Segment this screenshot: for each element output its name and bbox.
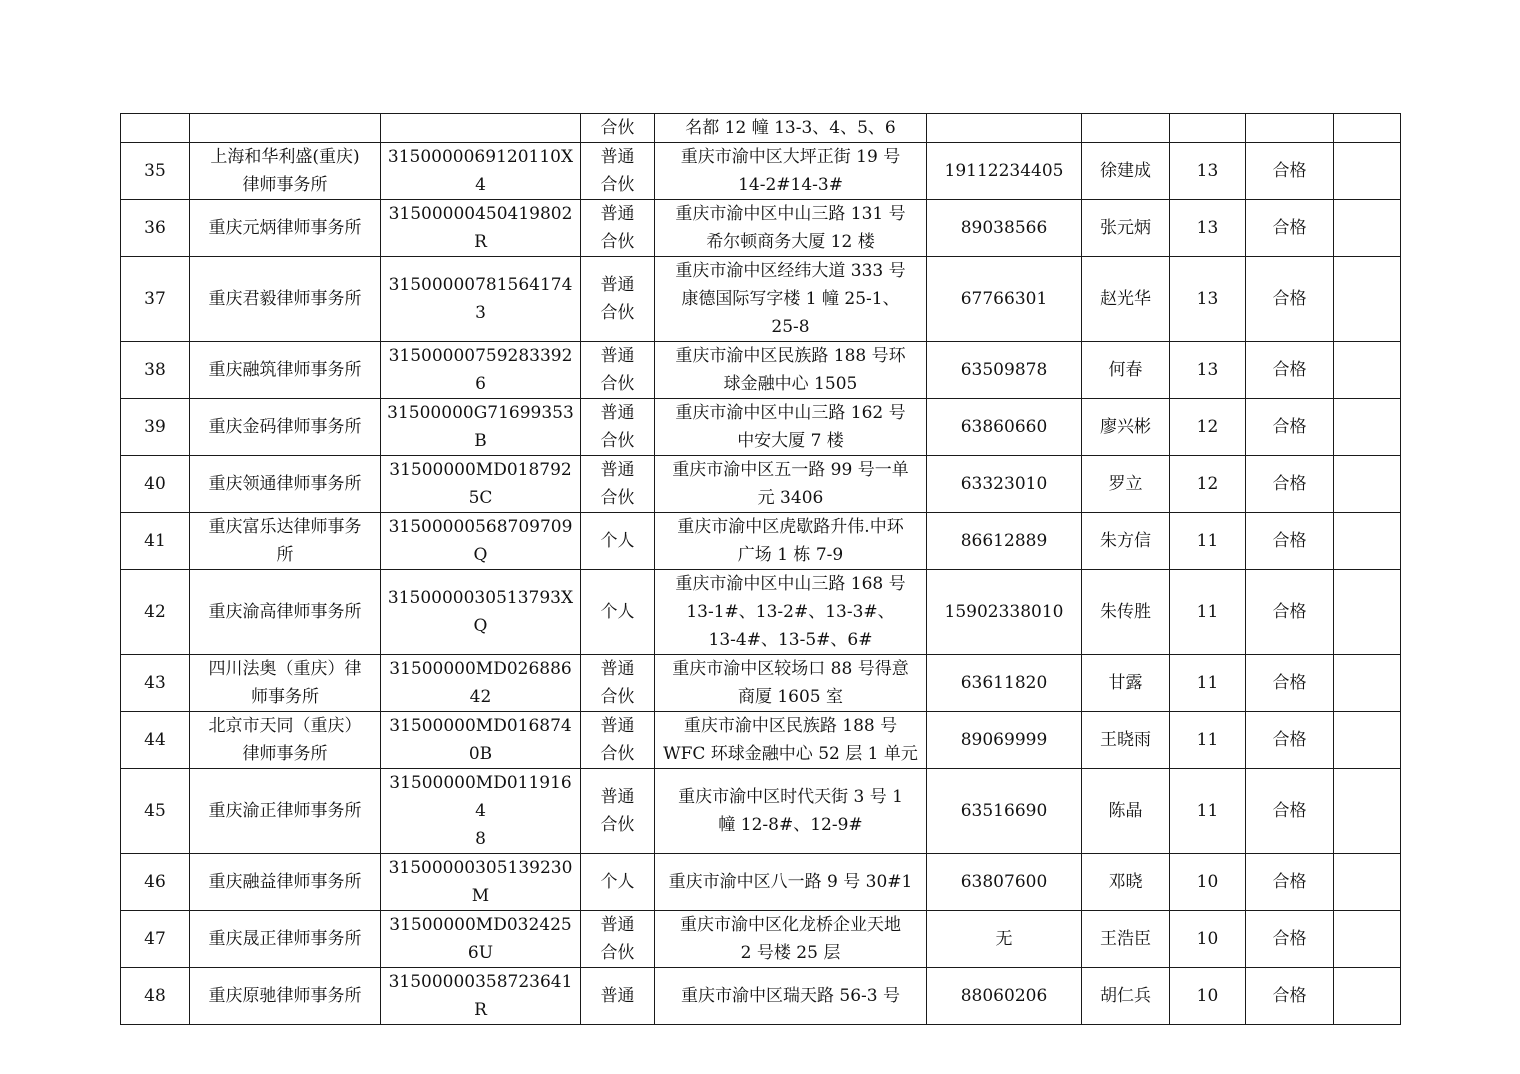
cell-credit-code: 31500000358723641R <box>381 968 581 1025</box>
cell-director: 胡仁兵 <box>1082 968 1170 1025</box>
cell-firm-name: 上海和华利盛(重庆) 律师事务所 <box>190 143 381 200</box>
cell-director: 张元炳 <box>1082 200 1170 257</box>
cell-remark <box>1334 342 1401 399</box>
cell-credit-code: 31500000568709709Q <box>381 513 581 570</box>
cell-firm-name: 重庆原驰律师事务所 <box>190 968 381 1025</box>
cell-lawyer-count: 11 <box>1170 655 1246 712</box>
cell-phone: 86612889 <box>927 513 1082 570</box>
table-body <box>121 114 1401 1025</box>
cell-address: 重庆市渝中区民族路 188 号 WFC 环球金融中心 52 层 1 单元 <box>655 712 927 769</box>
cell-phone: 63509878 <box>927 342 1082 399</box>
cell-lawyer-count: 13 <box>1170 257 1246 342</box>
cell-firm-name: 重庆金码律师事务所 <box>190 399 381 456</box>
cell-remark <box>1334 769 1401 854</box>
cell-director <box>1082 114 1170 143</box>
cell-lawyer-count: 11 <box>1170 570 1246 655</box>
cell-credit-code: 31500000MD0119164 8 <box>381 769 581 854</box>
cell-assessment-result: 合格 <box>1246 854 1334 911</box>
cell-serial-number: 41 <box>121 513 190 570</box>
cell-remark <box>1334 655 1401 712</box>
cell-assessment-result: 合格 <box>1246 456 1334 513</box>
cell-assessment-result: 合格 <box>1246 513 1334 570</box>
cell-lawyer-count: 13 <box>1170 200 1246 257</box>
cell-remark <box>1334 257 1401 342</box>
cell-credit-code: 3150000069120110X4 <box>381 143 581 200</box>
cell-assessment-result: 合格 <box>1246 769 1334 854</box>
cell-organization-type: 个人 <box>581 570 655 655</box>
cell-firm-name: 重庆领通律师事务所 <box>190 456 381 513</box>
cell-remark <box>1334 570 1401 655</box>
cell-address: 重庆市渝中区经纬大道 333 号 康德国际写字楼 1 幢 25-1、 25-8 <box>655 257 927 342</box>
cell-lawyer-count: 10 <box>1170 968 1246 1025</box>
cell-lawyer-count <box>1170 114 1246 143</box>
cell-firm-name: 重庆元炳律师事务所 <box>190 200 381 257</box>
cell-address: 重庆市渝中区民族路 188 号环 球金融中心 1505 <box>655 342 927 399</box>
cell-phone: 63860660 <box>927 399 1082 456</box>
cell-credit-code <box>381 114 581 143</box>
cell-lawyer-count: 11 <box>1170 513 1246 570</box>
cell-organization-type: 普通 <box>581 968 655 1025</box>
cell-director: 陈晶 <box>1082 769 1170 854</box>
cell-credit-code: 31500000450419802R <box>381 200 581 257</box>
cell-serial-number: 36 <box>121 200 190 257</box>
cell-remark <box>1334 399 1401 456</box>
cell-director: 甘露 <box>1082 655 1170 712</box>
table-row <box>121 143 1401 200</box>
cell-firm-name: 四川法奥（重庆）律 师事务所 <box>190 655 381 712</box>
cell-lawyer-count: 13 <box>1170 342 1246 399</box>
cell-lawyer-count: 11 <box>1170 769 1246 854</box>
cell-remark <box>1334 854 1401 911</box>
cell-address: 重庆市渝中区中山三路 168 号 13-1#、13-2#、13-3#、 13-4#、13-5#、6# <box>655 570 927 655</box>
cell-address: 重庆市渝中区瑞天路 56-3 号 <box>655 968 927 1025</box>
cell-firm-name: 重庆渝正律师事务所 <box>190 769 381 854</box>
cell-director: 罗立 <box>1082 456 1170 513</box>
cell-assessment-result: 合格 <box>1246 143 1334 200</box>
cell-lawyer-count: 12 <box>1170 399 1246 456</box>
cell-serial-number: 48 <box>121 968 190 1025</box>
cell-organization-type: 个人 <box>581 854 655 911</box>
cell-serial-number: 43 <box>121 655 190 712</box>
cell-phone: 63611820 <box>927 655 1082 712</box>
cell-credit-code: 31500000MD0187925C <box>381 456 581 513</box>
table-row <box>121 399 1401 456</box>
cell-firm-name: 重庆渝高律师事务所 <box>190 570 381 655</box>
cell-address: 重庆市渝中区大坪正街 19 号 14-2#14-3# <box>655 143 927 200</box>
cell-credit-code: 31500000G71699353B <box>381 399 581 456</box>
cell-organization-type: 合伙 <box>581 114 655 143</box>
cell-organization-type: 普通 合伙 <box>581 342 655 399</box>
cell-credit-code: 315000007815641743 <box>381 257 581 342</box>
cell-serial-number: 46 <box>121 854 190 911</box>
cell-serial-number: 42 <box>121 570 190 655</box>
cell-firm-name: 北京市天同（重庆） 律师事务所 <box>190 712 381 769</box>
cell-organization-type: 普通 合伙 <box>581 456 655 513</box>
cell-remark <box>1334 143 1401 200</box>
cell-firm-name: 重庆晟正律师事务所 <box>190 911 381 968</box>
cell-organization-type: 普通 合伙 <box>581 200 655 257</box>
law-firm-table <box>120 113 1401 1025</box>
cell-assessment-result: 合格 <box>1246 342 1334 399</box>
cell-serial-number: 35 <box>121 143 190 200</box>
cell-credit-code: 31500000MD0168740B <box>381 712 581 769</box>
cell-serial-number: 45 <box>121 769 190 854</box>
table-row <box>121 854 1401 911</box>
cell-remark <box>1334 200 1401 257</box>
cell-assessment-result: 合格 <box>1246 911 1334 968</box>
cell-director: 王晓雨 <box>1082 712 1170 769</box>
cell-assessment-result: 合格 <box>1246 570 1334 655</box>
table-row <box>121 342 1401 399</box>
table-row <box>121 769 1401 854</box>
cell-assessment-result: 合格 <box>1246 712 1334 769</box>
cell-firm-name <box>190 114 381 143</box>
cell-organization-type: 普通 合伙 <box>581 257 655 342</box>
cell-remark <box>1334 513 1401 570</box>
cell-address: 重庆市渝中区五一路 99 号一单 元 3406 <box>655 456 927 513</box>
cell-credit-code: 315000007592833926 <box>381 342 581 399</box>
cell-address: 重庆市渝中区虎歇路升伟.中环 广场 1 栋 7-9 <box>655 513 927 570</box>
table-row <box>121 257 1401 342</box>
cell-lawyer-count: 10 <box>1170 854 1246 911</box>
cell-serial-number: 40 <box>121 456 190 513</box>
cell-serial-number: 37 <box>121 257 190 342</box>
cell-organization-type: 普通 合伙 <box>581 769 655 854</box>
table-row <box>121 712 1401 769</box>
cell-assessment-result: 合格 <box>1246 655 1334 712</box>
cell-director: 王浩臣 <box>1082 911 1170 968</box>
table-row <box>121 456 1401 513</box>
table-row <box>121 513 1401 570</box>
cell-lawyer-count: 11 <box>1170 712 1246 769</box>
cell-organization-type: 普通 合伙 <box>581 911 655 968</box>
cell-lawyer-count: 12 <box>1170 456 1246 513</box>
cell-director: 徐建成 <box>1082 143 1170 200</box>
cell-remark <box>1334 114 1401 143</box>
cell-address: 重庆市渝中区时代天街 3 号 1 幢 12-8#、12-9# <box>655 769 927 854</box>
cell-credit-code: 3150000030513793XQ <box>381 570 581 655</box>
cell-serial-number <box>121 114 190 143</box>
cell-organization-type: 普通 合伙 <box>581 655 655 712</box>
cell-credit-code: 31500000305139230M <box>381 854 581 911</box>
cell-address: 重庆市渝中区中山三路 131 号 希尔顿商务大厦 12 楼 <box>655 200 927 257</box>
cell-remark <box>1334 712 1401 769</box>
cell-phone: 15902338010 <box>927 570 1082 655</box>
cell-organization-type: 个人 <box>581 513 655 570</box>
cell-assessment-result: 合格 <box>1246 200 1334 257</box>
cell-phone: 89038566 <box>927 200 1082 257</box>
cell-serial-number: 38 <box>121 342 190 399</box>
cell-director: 朱传胜 <box>1082 570 1170 655</box>
cell-phone: 63516690 <box>927 769 1082 854</box>
cell-address: 重庆市渝中区八一路 9 号 30#1 <box>655 854 927 911</box>
cell-remark <box>1334 968 1401 1025</box>
cell-remark <box>1334 456 1401 513</box>
cell-director: 邓晓 <box>1082 854 1170 911</box>
cell-director: 朱方信 <box>1082 513 1170 570</box>
cell-phone: 63807600 <box>927 854 1082 911</box>
cell-organization-type: 普通 合伙 <box>581 143 655 200</box>
cell-credit-code: 31500000MD02688642 <box>381 655 581 712</box>
table-row <box>121 570 1401 655</box>
cell-assessment-result: 合格 <box>1246 399 1334 456</box>
cell-phone: 67766301 <box>927 257 1082 342</box>
cell-director: 廖兴彬 <box>1082 399 1170 456</box>
cell-firm-name: 重庆富乐达律师事务 所 <box>190 513 381 570</box>
cell-firm-name: 重庆融益律师事务所 <box>190 854 381 911</box>
table-row <box>121 655 1401 712</box>
cell-director: 赵光华 <box>1082 257 1170 342</box>
cell-address: 重庆市渝中区化龙桥企业天地 2 号楼 25 层 <box>655 911 927 968</box>
cell-firm-name: 重庆融筑律师事务所 <box>190 342 381 399</box>
cell-address: 重庆市渝中区中山三路 162 号 中安大厦 7 楼 <box>655 399 927 456</box>
cell-organization-type: 普通 合伙 <box>581 399 655 456</box>
cell-address: 名都 12 幢 13-3、4、5、6 <box>655 114 927 143</box>
cell-firm-name: 重庆君毅律师事务所 <box>190 257 381 342</box>
cell-phone: 无 <box>927 911 1082 968</box>
cell-director: 何春 <box>1082 342 1170 399</box>
cell-lawyer-count: 10 <box>1170 911 1246 968</box>
cell-lawyer-count: 13 <box>1170 143 1246 200</box>
cell-phone <box>927 114 1082 143</box>
table-row <box>121 911 1401 968</box>
cell-organization-type: 普通 合伙 <box>581 712 655 769</box>
table-row <box>121 968 1401 1025</box>
cell-phone: 19112234405 <box>927 143 1082 200</box>
cell-assessment-result: 合格 <box>1246 968 1334 1025</box>
cell-serial-number: 39 <box>121 399 190 456</box>
cell-remark <box>1334 911 1401 968</box>
cell-phone: 89069999 <box>927 712 1082 769</box>
cell-serial-number: 47 <box>121 911 190 968</box>
cell-assessment-result: 合格 <box>1246 257 1334 342</box>
cell-address: 重庆市渝中区较场口 88 号得意 商厦 1605 室 <box>655 655 927 712</box>
cell-phone: 63323010 <box>927 456 1082 513</box>
cell-phone: 88060206 <box>927 968 1082 1025</box>
table-row <box>121 200 1401 257</box>
table-row <box>121 114 1401 143</box>
cell-serial-number: 44 <box>121 712 190 769</box>
cell-assessment-result <box>1246 114 1334 143</box>
cell-credit-code: 31500000MD0324256U <box>381 911 581 968</box>
